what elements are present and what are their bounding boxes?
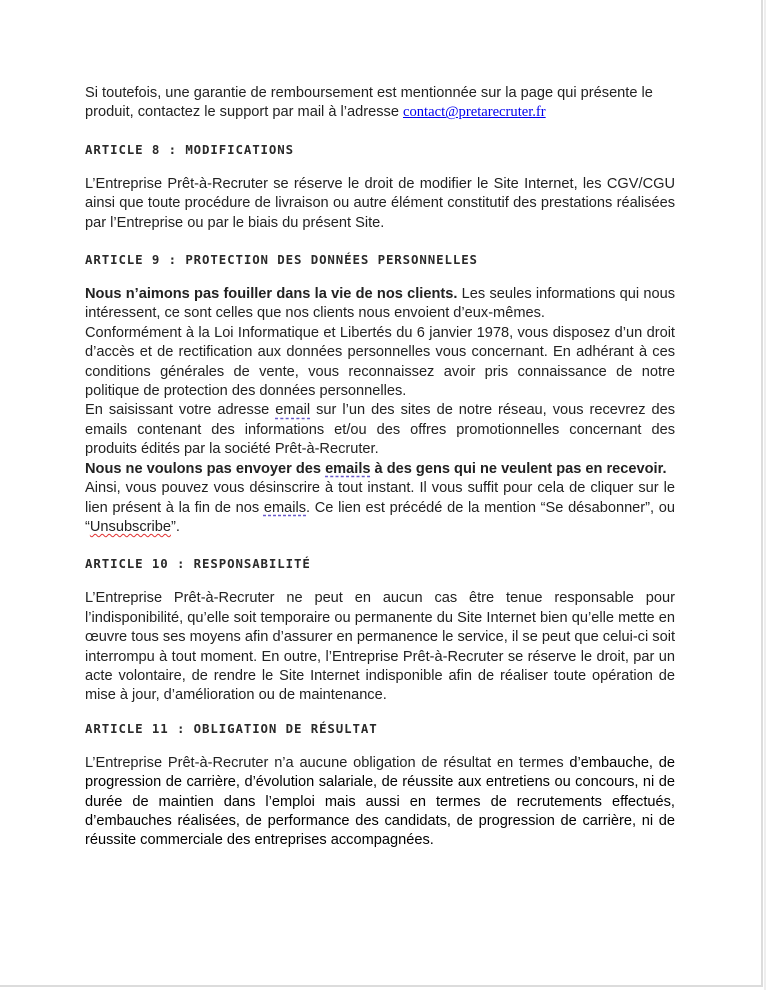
article-9-p4-text-a: Nous ne voulons pas envoyer des <box>85 460 326 477</box>
document-body <box>85 84 675 851</box>
article-9-p1-text: Les seules informations qui nous intéressent, ce sont celles que nos clients nous envoient d’eux-mêmes. <box>85 286 675 322</box>
grammar-flagged-word[interactable]: emails <box>325 460 371 477</box>
article-9-bold-statement: Nous n’aimons pas fouiller dans la vie de nos clients. <box>85 286 458 303</box>
article-9-p3-text-b: sur l’un des sites de notre réseau, vous recevrez des emails contenant des informations et/ou des offres promotionnelles concernant des produits édités par la société Prêt-à-Recruter. <box>85 402 676 458</box>
article-11-text-b: d’embauche, de progression de carrière, d’évolution salariale, de réussite aux entretiens ou concours, ni de durée de maintien dans l’emploi mais aussi en termes de recrutements effectués, d’embauches réalisées, de performance des candidats, de progression de carrière, ni de réussite commerciale des entreprises accompagnées. <box>85 754 676 849</box>
article-9-paragraph-1 <box>85 285 675 324</box>
email-link[interactable]: contact@pretarecruter.fr <box>402 104 546 121</box>
article-9-p3-text-a: En saisissant votre adresse <box>85 402 276 419</box>
article-9-paragraph-4 <box>85 460 675 479</box>
article-9-p5-text-c: ”. <box>171 518 180 535</box>
article-11-body <box>85 754 675 851</box>
intro-paragraph <box>85 84 675 123</box>
article-8-body: L’Entreprise Prêt-à-Recruter se réserve le droit de modifier le Site Internet, les CGV/CGU ainsi que toute procédure de livraison ou autre élément constitutif des prestations réalisées par l’Entreprise ou par le biais du présent Site. <box>85 175 675 231</box>
grammar-flagged-word[interactable]: emails <box>263 499 307 516</box>
intro-text: Si toutefois, une garantie de remboursement est mentionnée sur la page qui présente le produit, contactez le support par mail à l’adresse <box>85 85 653 121</box>
article-9-p5-text-a: Ainsi, vous pouvez vous désinscrire à tout instant. Il vous suffit pour cela de cliquer sur le lien présent à la fin de nos <box>85 480 675 516</box>
article-8-heading: ARTICLE 8 : MODIFICATIONS <box>85 141 294 157</box>
article-9-paragraph-5 <box>85 479 675 537</box>
article-9-paragraph-3 <box>85 401 675 459</box>
article-10-heading: ARTICLE 10 : RESPONSABILITÉ <box>85 556 311 572</box>
article-11-text-a: L’Entreprise Prêt-à-Recruter n’a aucune obligation de résultat en termes <box>85 754 570 771</box>
article-10-body: L’Entreprise Prêt-à-Recruter ne peut en aucun cas être tenue responsable pour l’indisponibilité, qu’elle soit temporaire ou permanente du Site Internet bien qu’elle mette en œuvre tous ses moyens afin d’assurer en permanence le service, il se peut que celui-ci soit interrompu à tout moment. En outre, l’Entreprise Prêt-à-Recruter se réserve le droit, par un acte volontaire, de rendre le Site Internet indisponible afin de réaliser toute opération de mise à jour, d’amélioration ou de maintenance. <box>85 590 675 704</box>
article-9-p4-text-b: à des gens qui ne veulent pas en recevoir. <box>370 460 667 477</box>
article-9-paragraph-2: Conformément à la Loi Informatique et Libertés du 6 janvier 1978, vous disposez d’un droit d’accès et de rectification aux données personnelles vous concernant. En adhérant à ces conditions générales de vente, vous reconnaissez avoir pris connaissance de notre politique de protection des données personnelles. <box>85 324 675 400</box>
article-9-p5-text-b: . Ce lien est précédé de la mention “Se désabonner”, ou “ <box>85 499 675 535</box>
article-11-heading: ARTICLE 11 : OBLIGATION DE RÉSULTAT <box>85 720 378 736</box>
article-9-heading: ARTICLE 9 : PROTECTION DES DONNÉES PERSONNELLES <box>85 252 478 268</box>
grammar-flagged-word[interactable]: email <box>275 402 311 419</box>
spelling-flagged-word[interactable]: Unsubscribe <box>89 518 171 535</box>
